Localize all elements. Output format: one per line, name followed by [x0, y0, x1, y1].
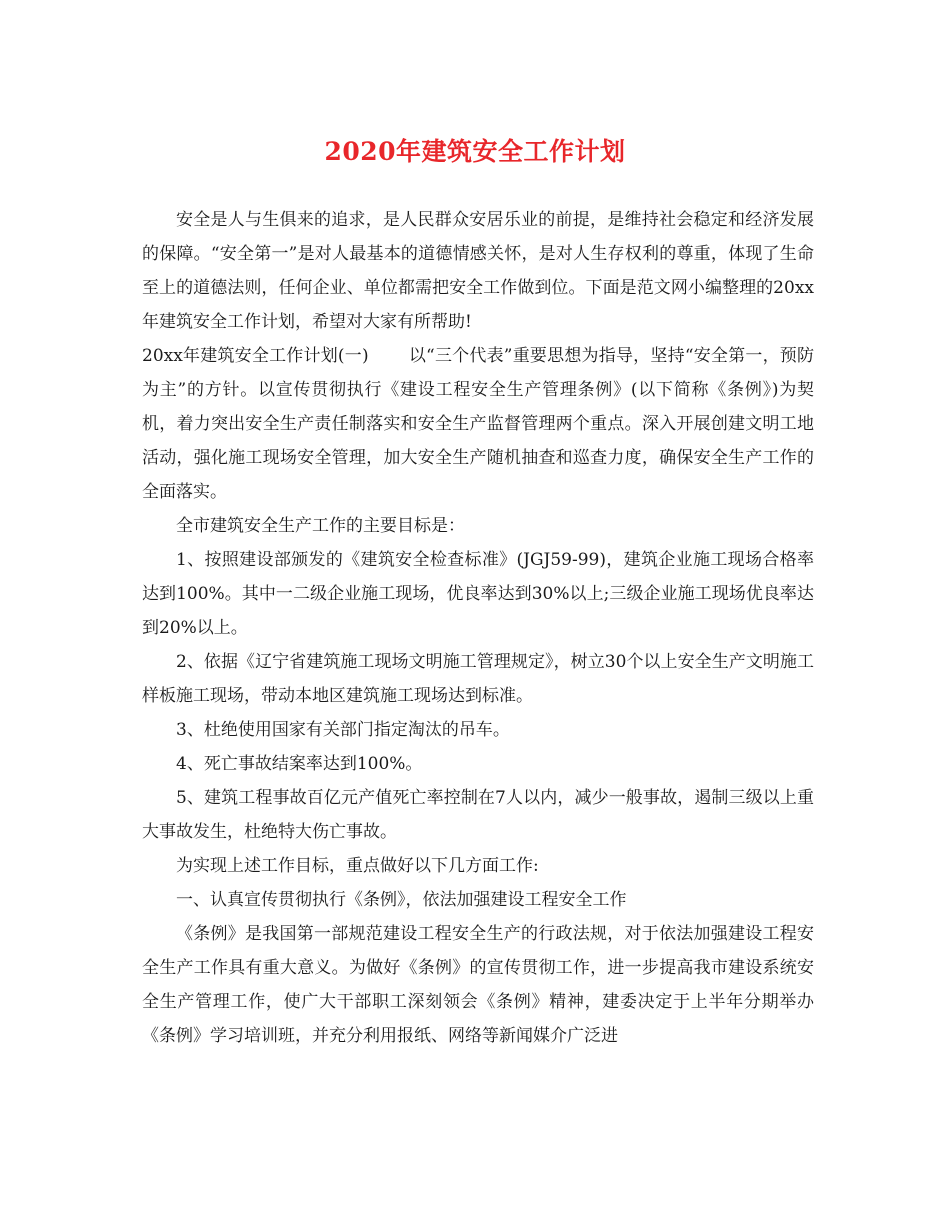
goal-item-2: 2、依据《辽宁省建筑施工现场文明施工管理规定》，树立30个以上安全生产文明施工样板施工现场，带动本地区建筑施工现场达到标准。 — [142, 652, 814, 706]
item1-heading: 一、认真宣传贯彻执行《条例》，依法加强建设工程安全工作 — [176, 890, 627, 910]
work-intro: 为实现上述工作目标，重点做好以下几方面工作: — [176, 856, 539, 876]
goal-item-3: 3、杜绝使用国家有关部门指定淘汰的吊车。 — [176, 720, 510, 740]
goals-intro: 全市建筑安全生产工作的主要目标是： — [176, 516, 465, 536]
document-body — [142, 203, 814, 1053]
goal-item-5: 5、建筑工程事故百亿元产值死亡率控制在7人以内，减少一般事故，遏制三级以上重大事故发生，杜绝特大伤亡事故。 — [142, 788, 814, 842]
document-title: 2020年建筑安全工作计划 — [324, 137, 626, 166]
goal-item-4: 4、死亡事故结案率达到100%。 — [176, 754, 423, 774]
item1-paragraph: 《条例》是我国第一部规范建设工程安全生产的行政法规，对于依法加强建设工程安全生产工作具有重大意义。为做好《条例》的宣传贯彻工作，进一步提高我市建设系统安全生产管理工作，使广大干部职工深刻领会《条例》精神，建委决定于上半年分期举办《条例》学习培训班，并充分利用报纸、网络等新闻媒介广泛进 — [142, 924, 814, 1046]
section1-text: 以“三个代表”重要思想为指导，坚持“安全第一，预防为主”的方针。以宣传贯彻执行《建设工程安全生产管理条例》(以下简称《条例》)为契机，着力突出安全生产责任制落实和安全生产监督管理两个重点。深入开展创建文明工地活动，强化施工现场安全管理，加大安全生产随机抽查和巡查力度，确保安全生产工作的全面落实。 — [142, 346, 814, 502]
goal-item-1: 1、按照建设部颁发的《建筑安全检查标准》(JGJ59-99)，建筑企业施工现场合格率达到100%。其中一二级企业施工现场，优良率达到30%以上;三级企业施工现场优良率达到20%以上。 — [142, 550, 814, 638]
section1-paragraph — [142, 339, 814, 509]
intro-paragraph: 安全是人与生俱来的追求，是人民群众安居乐业的前提，是维持社会稳定和经济发展的保障。“安全第一”是对人最基本的道德情感关怀，是对人生存权利的尊重，体现了生命至上的道德法则，任何企业、单位都需把安全工作做到位。下面是范文网小编整理的20xx年建筑安全工作计划，希望对大家有所帮助! — [142, 210, 814, 332]
section1-heading: 20xx年建筑安全工作计划(一) — [142, 346, 369, 366]
